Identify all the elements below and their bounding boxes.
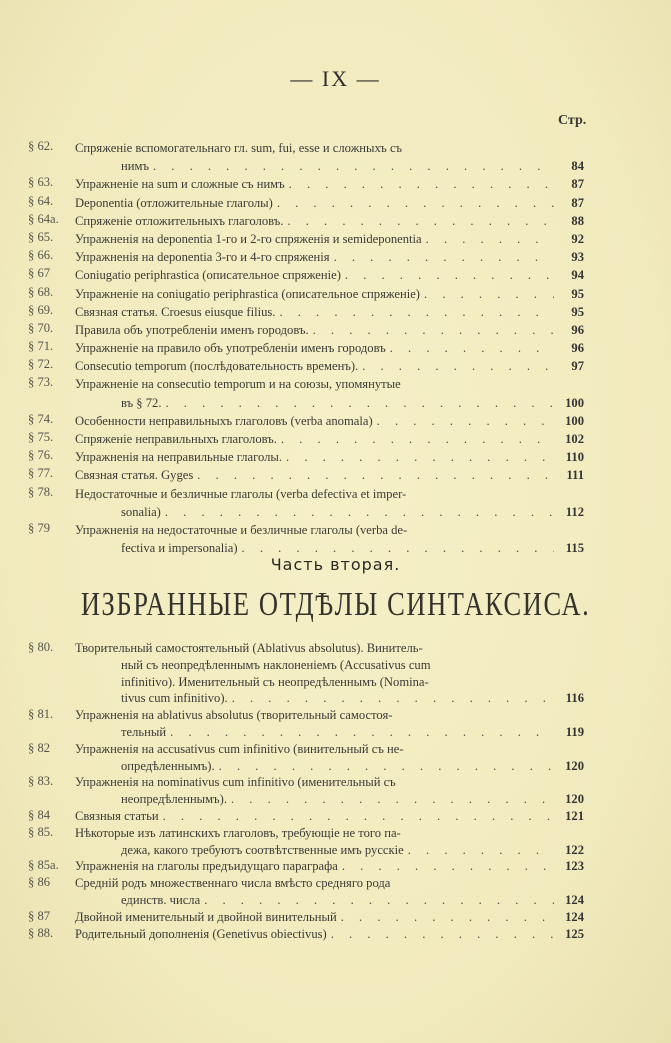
- page-number: 122: [565, 842, 584, 857]
- page-number: 123: [565, 859, 584, 874]
- page-column-header: Стр.: [558, 113, 587, 128]
- entry-line: [75, 521, 584, 539]
- section-number: § 69.: [28, 302, 54, 317]
- entry-line: [75, 321, 584, 339]
- entry-title: Упражненія на nominativus cum infinitivo (именительный съ: [75, 775, 396, 790]
- dot-leader: [232, 690, 554, 707]
- page-number: 115: [565, 541, 584, 556]
- toc-entry: [28, 466, 584, 484]
- section-number: § 88.: [28, 925, 54, 940]
- dot-leader: [334, 248, 554, 266]
- entry-title: Coniugatio periphrastica (описательное спряженіе): [75, 268, 341, 283]
- entry-line: [75, 825, 584, 842]
- entry-body: [75, 248, 584, 266]
- entry-title: единств. числа: [121, 892, 201, 907]
- dot-leader: [277, 194, 554, 212]
- page-number: 100: [565, 395, 584, 410]
- entry-body: [75, 875, 584, 909]
- entry-title: тельный: [121, 724, 167, 739]
- dot-leader: [286, 448, 554, 466]
- dot-leader: [331, 926, 554, 943]
- page-number: 110: [565, 450, 584, 465]
- toc-entry: [28, 303, 584, 321]
- page-number: 116: [565, 691, 584, 706]
- entry-body: [75, 909, 584, 926]
- entry-title: Упражненіе на sum и сложные съ нимъ: [75, 177, 285, 192]
- section-number: § 66.: [28, 248, 54, 263]
- entry-title: въ § 72.: [121, 395, 162, 410]
- toc-entry: [28, 521, 584, 557]
- entry-title: Связная статья. Croesus eiusque filius.: [75, 304, 276, 319]
- entry-body: [75, 266, 584, 284]
- section-number: § 62.: [28, 139, 54, 153]
- entry-body: [75, 375, 584, 411]
- entry-body: [75, 175, 584, 193]
- page-number: 124: [565, 892, 584, 907]
- toc-entry: [28, 808, 584, 825]
- entry-line: [75, 690, 584, 707]
- page-number: 125: [565, 926, 584, 941]
- entry-title: Особенности неправильныхъ глаголовъ (verba anomala): [75, 413, 373, 428]
- entry-title: Упражненія на ablativus absolutus (творительный самостоя-: [75, 708, 393, 723]
- entry-body: [75, 774, 584, 808]
- dot-leader: [170, 724, 554, 741]
- toc-entry: [28, 875, 584, 909]
- entry-title: Творительный самостоятельный (Ablativus absolutus). Винитель-: [75, 641, 423, 655]
- dot-leader: [204, 892, 554, 909]
- section-number: § 76.: [28, 448, 54, 463]
- entry-line: [75, 707, 584, 724]
- entry-title: Упражненіе на coniugatio periphrastica (описательное спряженіе): [75, 286, 421, 301]
- entry-body: [75, 212, 584, 230]
- toc-entry: [28, 825, 584, 859]
- toc-part-two: [28, 640, 584, 942]
- page-number: 124: [565, 909, 584, 924]
- entry-title: опредѣленнымъ).: [121, 758, 215, 773]
- page-number: 119: [565, 724, 584, 739]
- section-number: § 87: [28, 908, 51, 923]
- toc-entry: [28, 858, 584, 875]
- entry-body: [75, 466, 584, 484]
- section-number: § 82: [28, 740, 51, 755]
- entry-line: [75, 503, 584, 521]
- page-number: 120: [565, 792, 584, 807]
- entry-body: [75, 825, 584, 859]
- entry-title: Deponentia (отложительные глаголы): [75, 195, 273, 210]
- dot-leader: [165, 503, 554, 521]
- section-number: § 64.: [28, 193, 54, 208]
- entry-line: [75, 412, 584, 430]
- toc-part-one: [28, 139, 584, 557]
- dot-leader: [197, 466, 554, 484]
- dot-leader: [281, 430, 554, 448]
- section-number: § 85.: [28, 824, 54, 839]
- toc-entry: [28, 909, 584, 926]
- entry-line: [75, 303, 584, 321]
- entry-body: [75, 430, 584, 448]
- entry-line: [75, 157, 584, 175]
- page-number: 95: [571, 286, 584, 301]
- page-number: 87: [571, 195, 584, 210]
- section-number: § 72.: [28, 357, 54, 372]
- section-number: § 65.: [28, 229, 54, 244]
- entry-body: [75, 521, 584, 557]
- entry-title: Правила объ употребленіи именъ городовъ.: [75, 322, 309, 337]
- dot-leader: [153, 157, 554, 175]
- entry-line: [75, 230, 584, 248]
- page-number: 93: [571, 250, 584, 265]
- entry-line: [75, 139, 584, 157]
- section-number: § 78.: [28, 484, 54, 499]
- entry-line: [75, 741, 584, 758]
- page-folio: — IX —: [290, 66, 381, 91]
- entry-title: дежа, какого требуютъ соотвѣтственные имъ русскіе: [121, 842, 404, 857]
- entry-title: Родительный дополненія (Genetivus obiectivus): [75, 926, 327, 941]
- entry-title: Consecutio temporum (послѣдовательность временъ).: [75, 359, 359, 374]
- entry-body: [75, 303, 584, 321]
- entry-body: [75, 858, 584, 875]
- entry-title: Упражненія на deponentia 1-го и 2-го спряженія и semideponentia: [75, 231, 422, 246]
- toc-entry: [28, 707, 584, 741]
- section-number: § 86: [28, 875, 51, 890]
- entry-title: Спряженіе отложительныхъ глаголовъ.: [75, 213, 284, 228]
- dot-leader: [341, 909, 554, 926]
- entry-line: [75, 285, 584, 303]
- page-number: 100: [565, 413, 584, 428]
- dot-leader: [219, 758, 554, 775]
- part-label: Часть вторая.: [270, 555, 401, 574]
- dot-leader: [289, 175, 554, 193]
- section-number: § 63.: [28, 175, 54, 190]
- entry-body: [75, 808, 584, 825]
- dot-leader: [408, 842, 554, 859]
- entry-title: Упражненія на deponentia 3-го и 4-го спряженія: [75, 250, 330, 265]
- entry-body: [75, 339, 584, 357]
- entry-line: [75, 774, 584, 791]
- dot-leader: [390, 339, 554, 357]
- dot-leader: [279, 303, 554, 321]
- entry-line: [75, 858, 584, 875]
- entry-title: Упражненія на недостаточные и безличные глаголы (verba de-: [75, 522, 408, 537]
- entry-line: [75, 394, 584, 412]
- section-number: § 83.: [28, 774, 54, 789]
- entry-title: Упражненія на accusativus cum infinitivo (винительный съ не-: [75, 741, 404, 756]
- entry-line: [75, 339, 584, 357]
- dot-leader: [313, 321, 554, 339]
- entry-title: Двойной именительный и двойной винительный: [75, 909, 337, 924]
- entry-line: [75, 674, 584, 691]
- entry-body: [75, 640, 584, 707]
- toc-entry: [28, 741, 584, 775]
- page-number: 120: [565, 758, 584, 773]
- page-number: 102: [565, 432, 584, 446]
- entry-body: [75, 707, 584, 741]
- toc-entry: [28, 139, 584, 175]
- page-number: 121: [565, 808, 584, 823]
- dot-leader: [231, 791, 554, 808]
- page-number: 84: [571, 159, 584, 174]
- toc-entry: [28, 485, 584, 521]
- entry-line: [75, 640, 584, 657]
- page-number: 96: [571, 322, 584, 337]
- toc-entry: [28, 412, 584, 430]
- entry-title: Связныя статьи: [75, 808, 159, 823]
- entry-title: неопредѣленнымъ).: [121, 792, 227, 807]
- toc-entry: [28, 194, 584, 212]
- toc-entry: [28, 321, 584, 339]
- entry-body: [75, 139, 584, 175]
- entry-body: [75, 357, 584, 375]
- section-number: § 85a.: [28, 858, 59, 873]
- entry-body: [75, 230, 584, 248]
- dot-leader: [362, 357, 554, 375]
- toc-entry: [28, 640, 584, 707]
- toc-entry: [28, 448, 584, 466]
- entry-line: [75, 430, 584, 448]
- entry-line: [75, 466, 584, 484]
- entry-body: [75, 926, 584, 943]
- entry-title: sonalia): [121, 504, 161, 519]
- section-number: § 84: [28, 807, 51, 822]
- entry-line: [75, 175, 584, 193]
- page-number: 111: [566, 468, 584, 483]
- dot-leader: [426, 230, 554, 248]
- page-number: 112: [565, 504, 584, 519]
- entry-title: Упражненія на глаголы предъидущаго параграфа: [75, 859, 338, 874]
- entry-line: [75, 909, 584, 926]
- page-number: 94: [571, 268, 584, 283]
- entry-line: [75, 875, 584, 892]
- entry-line: [75, 448, 584, 466]
- entry-title: Недостаточные и безличные глаголы (verba defectiva et imper-: [75, 486, 407, 501]
- entry-title: Связная статья. Gyges: [75, 468, 194, 483]
- toc-entry: [28, 774, 584, 808]
- entry-line: [75, 892, 584, 909]
- dot-leader: [345, 266, 554, 284]
- page-number: 97: [571, 359, 584, 374]
- entry-line: [75, 926, 584, 943]
- toc-entry: [28, 248, 584, 266]
- toc-entry: [28, 375, 584, 411]
- entry-line: [75, 357, 584, 375]
- part-title: [0, 586, 671, 624]
- dot-leader: [163, 808, 554, 825]
- section-number: § 77.: [28, 466, 54, 481]
- entry-line: [75, 375, 584, 393]
- section-number: § 68.: [28, 284, 54, 299]
- entry-body: [75, 285, 584, 303]
- section-number: § 75.: [28, 430, 54, 444]
- entry-body: [75, 412, 584, 430]
- dot-leader: [165, 394, 554, 412]
- toc-entry: [28, 430, 584, 448]
- dot-leader: [424, 285, 554, 303]
- section-number: § 74.: [28, 411, 54, 426]
- toc-entry: [28, 266, 584, 284]
- section-number: § 70.: [28, 320, 54, 335]
- entry-line: [75, 248, 584, 266]
- toc-entry: [28, 339, 584, 357]
- entry-title: нимъ: [121, 159, 149, 174]
- toc-entry: [28, 230, 584, 248]
- dot-leader: [377, 412, 554, 430]
- entry-line: [75, 485, 584, 503]
- entry-title: tivus cum infinitivo).: [121, 691, 228, 706]
- entry-title: infinitivo). Именительный съ неопредѣленнымъ (Nomina-: [121, 674, 429, 689]
- entry-line: [75, 758, 584, 775]
- entry-body: [75, 741, 584, 775]
- entry-body: [75, 485, 584, 521]
- toc-entry: [28, 212, 584, 230]
- entry-line: [75, 266, 584, 284]
- section-number: § 80.: [28, 640, 54, 654]
- entry-body: [75, 321, 584, 339]
- entry-title: Упражненіе на правило объ употребленіи именъ городовъ: [75, 341, 386, 356]
- section-number: § 71.: [28, 339, 54, 354]
- entry-title: Средній родъ множественнаго числа вмѣсто средняго рода: [75, 876, 391, 891]
- toc-entry: [28, 285, 584, 303]
- entry-body: [75, 448, 584, 466]
- entry-title: ный съ неопредѣленнымъ наклоненіемъ (Accusativus cum: [121, 657, 431, 672]
- entry-line: [75, 194, 584, 212]
- section-number: § 81.: [28, 707, 54, 722]
- section-number: § 79: [28, 520, 51, 535]
- section-number: § 67: [28, 266, 51, 281]
- entry-title: Упражненіе на consecutio temporum и на союзы, упомянутые: [75, 377, 401, 392]
- entry-body: [75, 194, 584, 212]
- page-number: 87: [571, 177, 584, 192]
- toc-entry: [28, 926, 584, 943]
- entry-title: Спряженіе вспомогательнаго гл. sum, fui, esse и сложныхъ съ: [75, 141, 403, 155]
- entry-line: [75, 791, 584, 808]
- entry-line: [75, 724, 584, 741]
- entry-title: Нѣкоторые изъ латинскихъ глаголовъ, требующіе не того па-: [75, 825, 401, 840]
- toc-entry: [28, 175, 584, 193]
- entry-line: [75, 808, 584, 825]
- entry-title: Упражненія на неправильные глаголы.: [75, 450, 283, 465]
- dot-leader: [287, 212, 554, 230]
- dot-leader: [342, 858, 554, 875]
- toc-entry: [28, 357, 584, 375]
- page-number: 92: [571, 231, 584, 246]
- part-title-text: ИЗБРАННЫЕ ОТДѢЛЫ СИНТАКСИСА.: [80, 586, 591, 623]
- page-number: 95: [571, 304, 584, 319]
- entry-title: Спряженіе неправильныхъ глаголовъ.: [75, 432, 277, 446]
- entry-title: fectiva и impersonalia): [121, 541, 238, 556]
- entry-line: [75, 212, 584, 230]
- page-number: 96: [571, 341, 584, 356]
- entry-line: [75, 657, 584, 674]
- section-number: § 73.: [28, 375, 54, 390]
- section-number: § 64a.: [28, 211, 59, 226]
- entry-line: [75, 842, 584, 859]
- page-number: 88: [571, 213, 584, 228]
